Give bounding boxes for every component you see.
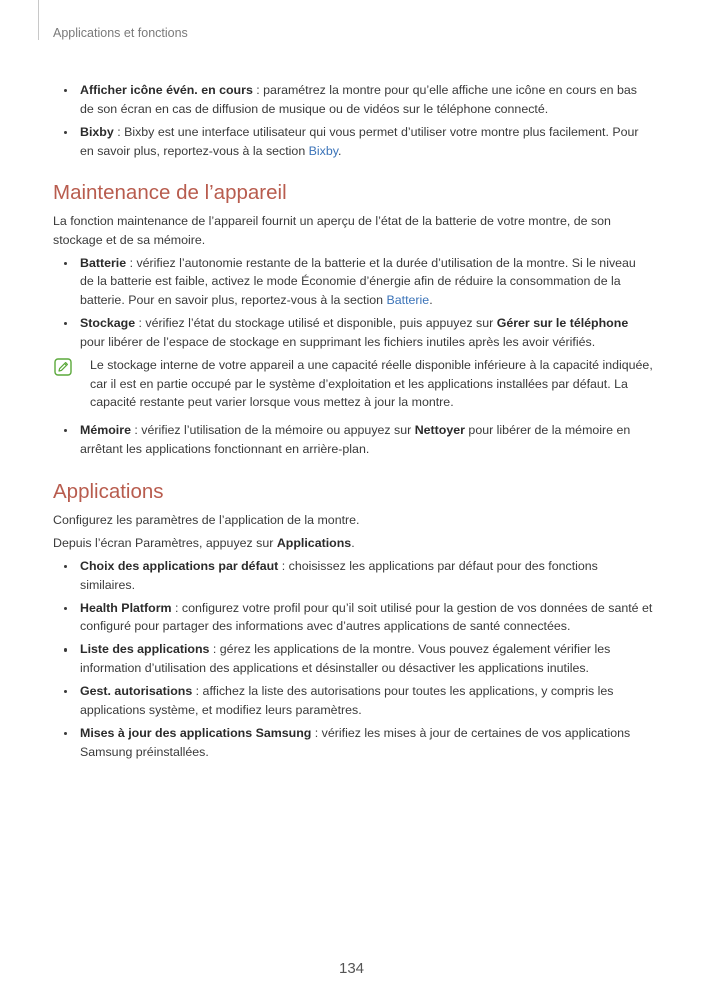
manage-on-phone-label: Gérer sur le téléphone [496, 316, 629, 331]
bullet-end: . [338, 143, 342, 158]
bullet-term: Health Platform [80, 600, 172, 615]
header-rule [38, 0, 39, 40]
applications-label: Applications [276, 536, 352, 551]
bullet-term: Gest. autorisations [80, 684, 193, 699]
list-item [53, 557, 653, 594]
bullet-text: : vérifiez l’état du stockage utilisé et disponible, puis appuyez sur [135, 316, 497, 331]
bullet-term: Bixby [80, 124, 114, 139]
maintenance-heading: Maintenance de l’appareil [53, 181, 287, 205]
applications-instruction [53, 534, 653, 553]
bullet-text: : configurez votre profil pour qu’il soit utilisé pour la gestion de vos données de santé et configuré pour partager des informations avec d’autres applications de santé connectées. [80, 600, 653, 634]
maintenance-intro: La fonction maintenance de l’appareil fournit un aperçu de l’état de la batterie de votre montre, de son stockage et de sa mémoire. [53, 214, 611, 247]
bullet-term: Choix des applications par défaut [80, 558, 279, 573]
bullet-text: : vérifiez les mises à jour de certaines de vos applications Samsung préinstallées. [80, 726, 631, 759]
bullet-term: Liste des applications [80, 642, 210, 657]
bullet-term: Stockage [80, 316, 136, 331]
applications-intro: Configurez les paramètres de l’application de la montre. [53, 513, 360, 528]
bullet-term: Afficher icône évén. en cours [80, 83, 253, 97]
instruction-end: . [351, 536, 355, 551]
bullet-end: pour libérer de l’espace de stockage en supprimant les fichiers inutiles après les avoir vérifiés. [80, 334, 596, 349]
top-bullet-list [53, 81, 653, 160]
bullet-text: : choisissez les applications par défaut pour des fonctions similaires. [80, 558, 598, 592]
storage-note [53, 356, 653, 412]
instruction-text: Depuis l’écran Paramètres, appuyez sur [53, 536, 277, 551]
bullet-text: : gérez les applications de la montre. Vous pouvez également vérifier les information d’utilisation des applications et désinstaller ou désactiver les applications inutiles. [80, 642, 611, 676]
running-header: Applications et fonctions [53, 26, 188, 40]
list-item [53, 254, 653, 310]
bullet-end: . [429, 293, 433, 308]
bullet-end: pour libérer de la mémoire en arrêtant les applications fonctionnant en arrière-plan. [80, 423, 631, 456]
bullet-text: : paramétrez la montre pour qu’elle affiche une icône en cours en bas de son écran en cas de diffusion de musique ou de vidéos sur le téléphone connecté. [80, 83, 637, 116]
maintenance-bullet-list [53, 254, 653, 352]
bullet-text: : Bixby est une interface utilisateur qui vous permet d’utiliser votre montre plus facilement. Pour en savoir plus, reportez-vous à la section [80, 124, 639, 158]
list-item [53, 314, 653, 351]
list-item [53, 682, 653, 719]
page-content [53, 81, 653, 766]
battery-link[interactable]: Batterie [386, 293, 430, 308]
list-item [53, 123, 653, 160]
applications-heading: Applications [53, 480, 164, 504]
bullet-term: Mémoire [80, 423, 131, 438]
list-item [53, 599, 653, 636]
bullet-text: : vérifiez l’autonomie restante de la batterie et la durée d’utilisation de la montre. Si le niveau de la batterie est faible, activez le mode Économie d’énergie afin de réduire la consommation de la batterie. Pour en savoir plus, reportez-vous à la section [80, 255, 636, 308]
bullet-term: Batterie [80, 255, 127, 270]
list-item [53, 421, 653, 458]
applications-bullet-list [53, 557, 653, 762]
note-icon [54, 358, 72, 376]
bullet-text: : affichez la liste des autorisations pour toutes les applications, y compris les applications système, et modifiez leurs paramètres. [80, 684, 614, 717]
list-item [53, 81, 653, 118]
memory-bullet-list [53, 421, 653, 458]
bixby-link[interactable]: Bixby [308, 143, 339, 158]
bullet-term: Mises à jour des applications Samsung [80, 726, 312, 741]
note-text: Le stockage interne de votre appareil a une capacité réelle disponible inférieure à la capacité indiquée, car il est en partie occupé par le système d’exploitation et les applications installées par défaut. La capacité restante peut varier lorsque vous mettez à jour la montre. [90, 357, 653, 410]
bullet-text: : vérifiez l’utilisation de la mémoire ou appuyez sur [130, 423, 415, 438]
page-number: 134 [338, 960, 365, 977]
list-item [53, 724, 653, 761]
clean-label: Nettoyer [414, 423, 465, 438]
list-item [53, 640, 653, 677]
